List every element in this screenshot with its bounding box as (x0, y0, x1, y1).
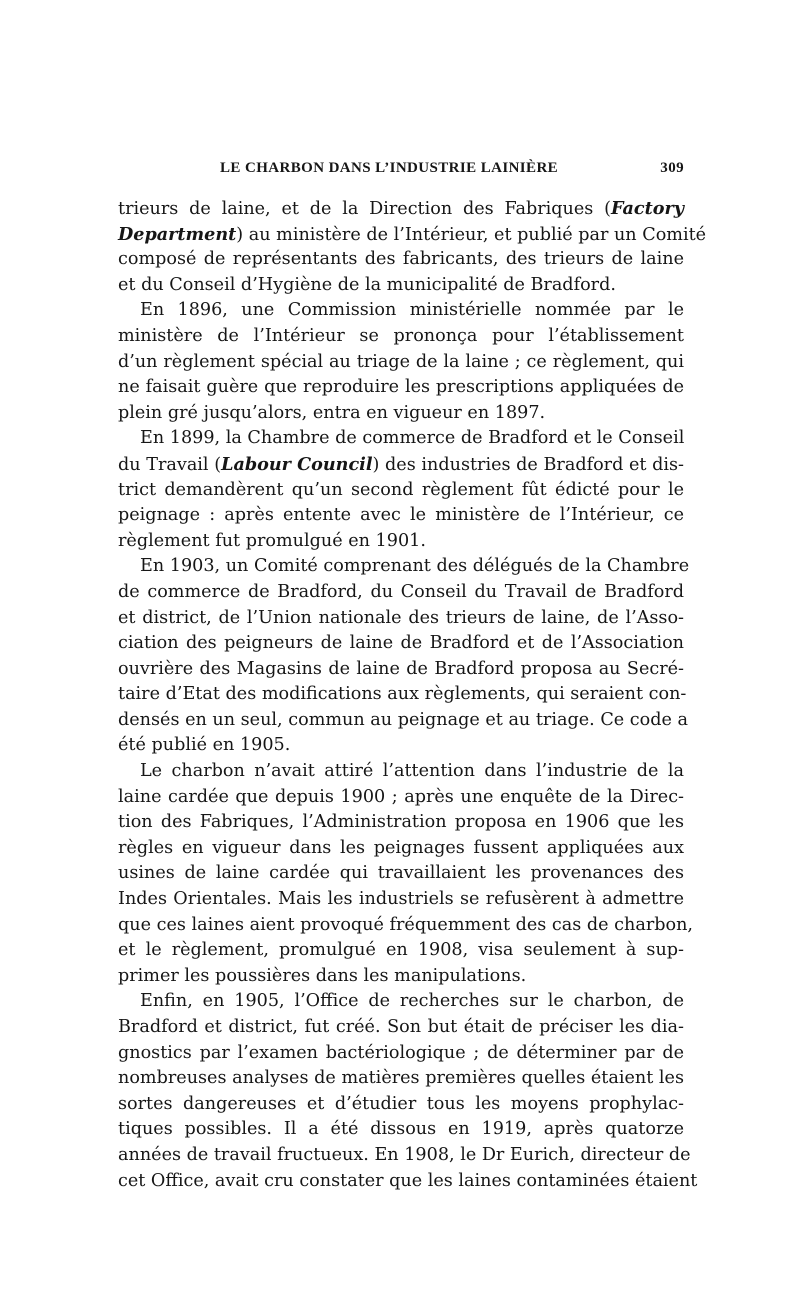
text-run: règles en vigueur dans les peignages fussent appliquées aux (118, 837, 684, 858)
text-line (118, 733, 684, 759)
text-line (118, 273, 684, 299)
text-line (118, 529, 684, 555)
text-run: tion des Fabriques, l’Administration proposa en 1906 que les (118, 812, 684, 833)
text-run: sortes dangereuses et d’étudier tous les moyens prophylac- (118, 1093, 684, 1114)
text-run: Indes Orientales. Mais les industriels se refusèrent à admettre (118, 889, 684, 910)
text-run: ciation des peigneurs de laine de Bradford et de l’Association (118, 633, 684, 654)
text-line (118, 836, 684, 862)
text-line (118, 452, 684, 478)
text-line (118, 350, 684, 376)
text-line (118, 1041, 684, 1067)
book-page (118, 160, 707, 1194)
text-line (118, 196, 684, 222)
text-line (118, 1066, 684, 1092)
italic-term: Department (118, 223, 237, 245)
text-line (118, 375, 684, 401)
text-run: peignage : après entente avec le ministère de l’Intérieur, ce (118, 505, 684, 526)
paragraph (118, 989, 698, 1194)
running-head-title: LE CHARBON DANS L’INDUSTRIE LAINIÈRE (220, 160, 559, 176)
text-line (118, 324, 684, 350)
text-run: En 1896, une Commission ministérielle nommée par le (140, 300, 684, 321)
text-run: règlement fut promulgué en 1901. (118, 530, 426, 551)
text-run: trict demandèrent qu’un second règlement fût édicté pour le (118, 479, 684, 500)
text-line (118, 810, 684, 836)
text-run: densés en un seul, commun au peignage et au triage. Ce code a (118, 709, 688, 730)
page-number: 309 (660, 160, 684, 176)
text-run: ouvrière des Magasins de laine de Bradford proposa au Secré- (118, 658, 684, 679)
text-line (118, 887, 684, 913)
text-line (118, 938, 684, 964)
text-line (118, 913, 694, 939)
paragraph (118, 298, 684, 426)
italic-term: Factory (611, 198, 684, 219)
text-run: cet Office, avait cru constater que les laines contaminées étaient (118, 1170, 698, 1191)
text-run: que ces laines aient provoqué fréquemment des cas de charbon, (118, 914, 694, 935)
text-run: Enfin, en 1905, l’Office de recherches sur le charbon, de (140, 991, 684, 1012)
italic-term: Labour Council (221, 453, 373, 475)
text-run: Le charbon n’avait attiré l’attention dans l’industrie de la (140, 761, 684, 782)
text-line (118, 1117, 684, 1143)
text-line (118, 861, 684, 887)
text-line (118, 631, 684, 657)
text-line (118, 708, 688, 734)
text-run: taire d’Etat des modifications aux règlements, qui seraient con- (118, 684, 687, 705)
text-line (118, 554, 690, 580)
text-line (118, 478, 684, 504)
text-run: laine cardée que depuis 1900 ; après une enquête de la Direc- (118, 786, 684, 807)
text-run: de commerce de Bradford, du Conseil du Travail de Bradford (118, 581, 684, 602)
text-run: et le règlement, promulgué en 1908, visa seulement à sup- (118, 940, 684, 961)
text-line (118, 785, 684, 811)
text-line (118, 580, 684, 606)
text-run: du Travail ( (118, 454, 222, 475)
text-line (118, 1169, 698, 1195)
running-head (118, 160, 684, 186)
text-line (118, 503, 684, 529)
paragraph (118, 426, 684, 554)
text-run: trieurs de laine, et de la Direction des Fabriques ( (118, 199, 611, 219)
text-run: gnostics par l’examen bactériologique ; de déterminer par de (118, 1042, 684, 1063)
text-run: d’un règlement spécial au triage de la laine ; ce règlement, qui (118, 351, 684, 372)
text-line (118, 964, 684, 990)
text-run: été publié en 1905. (118, 735, 291, 756)
text-run: ne faisait guère que reproduire les prescriptions appliquées de (118, 377, 684, 398)
text-line (118, 222, 707, 248)
text-run: nombreuses analyses de matières premières quelles étaient les (118, 1068, 684, 1089)
text-line (118, 401, 684, 427)
body-text (118, 196, 707, 1194)
text-run: plein gré jusqu’alors, entra en vigueur en 1897. (118, 402, 546, 423)
text-run: tiques possibles. Il a été dissous en 1919, après quatorze (118, 1119, 684, 1140)
text-line (118, 1143, 691, 1169)
text-line (118, 606, 684, 632)
text-run: et district, de l’Union nationale des trieurs de laine, de l’Asso- (118, 607, 684, 628)
paragraph (118, 196, 707, 298)
text-run: composé de représentants des fabricants, des trieurs de laine (118, 249, 684, 270)
text-run: ) au ministère de l’Intérieur, et publié par un Comité (236, 224, 707, 245)
text-run: En 1899, la Chambre de commerce de Bradford et le Conseil (140, 428, 685, 449)
text-line (118, 657, 684, 683)
text-run: ) des industries de Bradford et dis- (372, 454, 684, 475)
text-run: primer les poussières dans les manipulations. (118, 965, 527, 986)
text-line (118, 759, 684, 785)
text-run: usines de laine cardée qui travaillaient les provenances des (118, 863, 684, 884)
text-line (118, 989, 684, 1015)
text-run: années de travail fructueux. En 1908, le Dr Eurich, directeur de (118, 1144, 691, 1165)
text-line (118, 1015, 684, 1041)
text-run: Bradford et district, fut créé. Son but était de préciser les dia- (118, 1017, 684, 1037)
text-line (118, 1092, 684, 1118)
paragraph (118, 759, 694, 989)
text-line (118, 298, 684, 324)
text-run: En 1903, un Comité comprenant des délégués de la Chambre (140, 556, 690, 577)
paragraph (118, 554, 690, 759)
text-line (118, 247, 684, 273)
text-run: ministère de l’Intérieur se prononça pour l’établissement (118, 325, 684, 346)
text-line (118, 682, 687, 708)
text-line (118, 426, 684, 452)
text-run: et du Conseil d’Hygiène de la municipalité de Bradford. (118, 274, 616, 295)
